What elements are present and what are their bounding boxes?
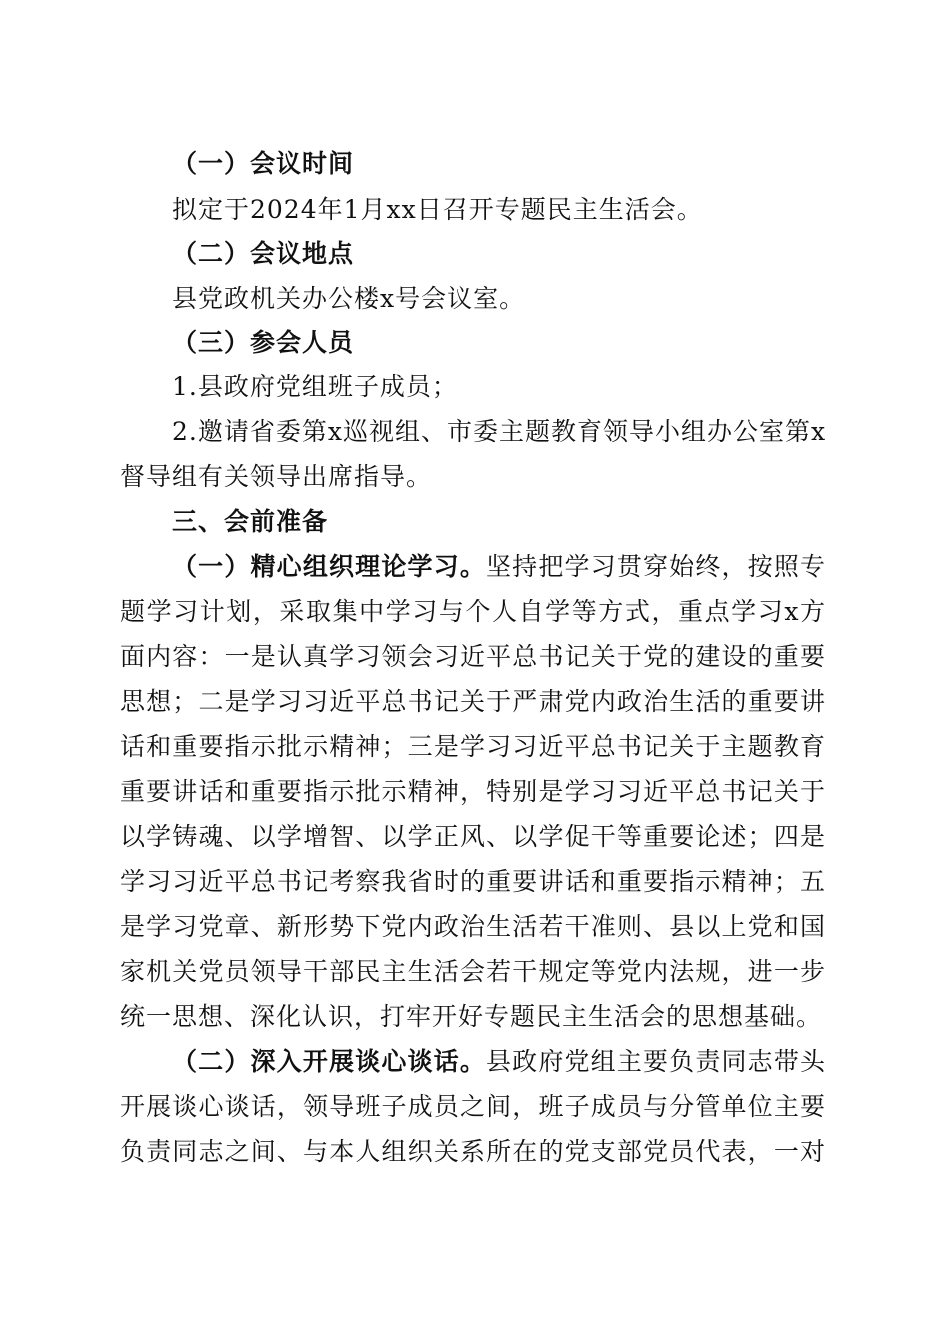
para-2-line: 负责同志之间、与本人组织关系所在的党支部党员代表，一对 [120,1137,826,1166]
meeting-time-text: 拟定于2024年1月xx日召开专题民主生活会。 [172,195,703,224]
para-1-line: 思想；二是学习习近平总书记关于严肃党内政治生活的重要讲 [120,687,826,716]
attendees-item-2-line-1: 2.邀请省委第x巡视组、市委主题教育领导小组办公室第x [172,417,827,446]
para-1-line-1 [172,547,826,587]
para-1-line: 以学铸魂、以学增智、以学正风、以学促干等重要论述；四是 [120,822,826,851]
para-1-line-1-rest: 坚持把学习贯穿始终，按照专 [486,552,826,581]
para-1-line: 话和重要指示批示精神；三是学习习近平总书记关于主题教育 [120,732,826,761]
para-1-line: 面内容：一是认真学习领会习近平总书记关于党的建设的重要 [120,642,826,671]
para-2-line-1-rest: 县政府党组主要负责同志带头 [486,1047,826,1076]
para-1-line-last: 统一思想、深化认识，打牢开好专题民主生活会的思想基础。 [120,1002,823,1031]
para-1-line: 学习习近平总书记考察我省时的重要讲话和重要指示精神；五 [120,867,826,896]
para-1-line: 家机关党员领导干部民主生活会若干规定等党内法规，进一步 [120,957,826,986]
attendees-heading: （三）参会人员 [172,328,355,357]
para-2-line-1 [172,1042,826,1082]
para-1-line: 题学习计划，采取集中学习与个人自学等方式，重点学习x方 [120,597,826,626]
attendees-item-1: 1.县政府党组班子成员； [172,372,458,401]
para-2-line: 开展谈心谈话，领导班子成员之间，班子成员与分管单位主要 [120,1092,826,1121]
section-3-title: 三、会前准备 [172,507,329,536]
para-2-lead: （二）深入开展谈心谈话。 [172,1047,486,1076]
meeting-place-text: 县党政机关办公楼x号会议室。 [172,284,526,313]
para-1-lead: （一）精心组织理论学习。 [172,552,486,581]
meeting-place-heading: （二）会议地点 [172,239,355,268]
attendees-item-2-line-2: 督导组有关领导出席指导。 [120,462,433,491]
para-1-line: 是学习党章、新形势下党内政治生活若干准则、县以上党和国 [120,912,826,941]
para-1-line: 重要讲话和重要指示批示精神，特别是学习习近平总书记关于 [120,777,826,806]
meeting-time-heading: （一）会议时间 [172,149,355,178]
